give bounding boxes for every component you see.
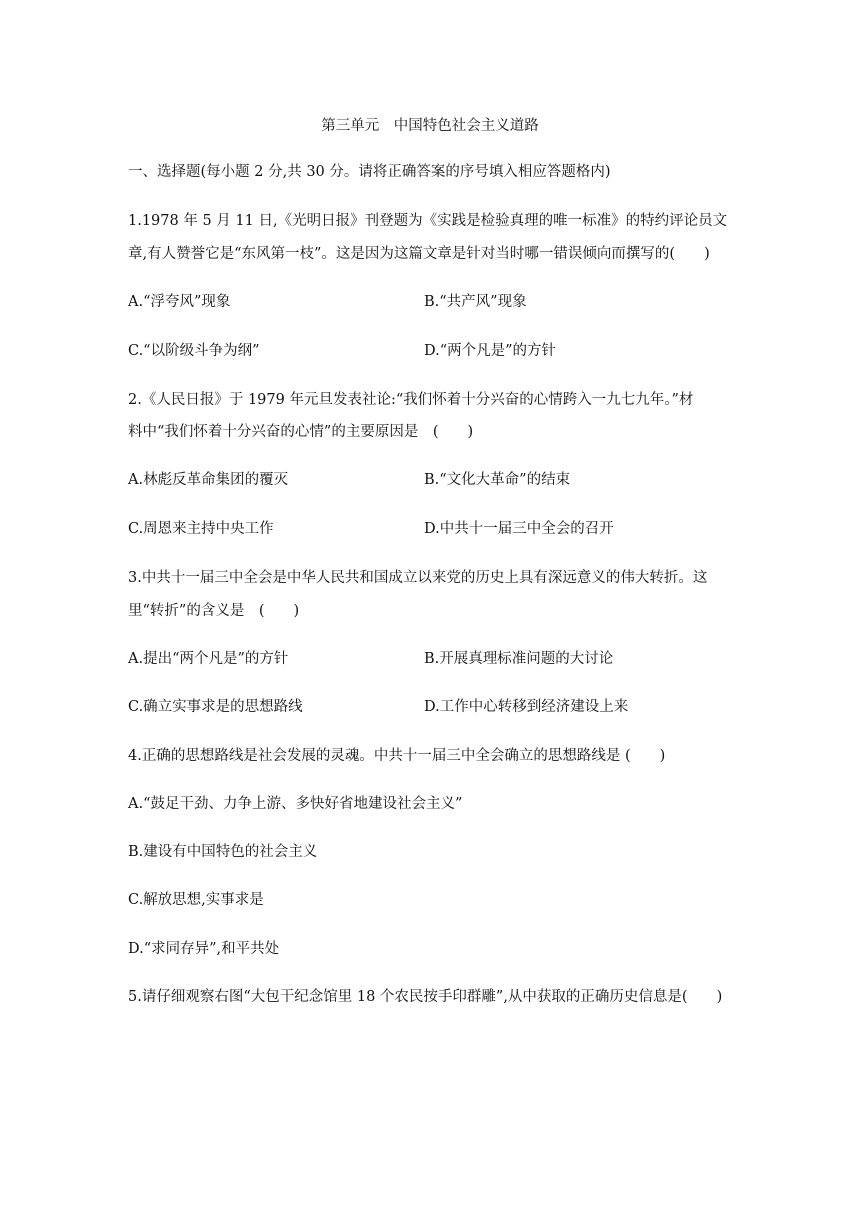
page-title: 第三单元 中国特色社会主义道路 — [321, 118, 539, 134]
question-stem-line: 1.1978 年 5 月 11 日,《光明日报》刊登题为《实践是检验真理的唯一标准》的特约评论员文 — [128, 213, 728, 229]
option-c: C.解放思想,实事求是 — [128, 892, 264, 908]
option-b: B.“文化大革命”的结束 — [424, 472, 571, 488]
option-a: A.“鼓足干劲、力争上游、多快好省地建设社会主义” — [128, 796, 463, 812]
option-b: B.“共产风”现象 — [424, 294, 527, 310]
question-stem-line: 章,有人赞誉它是“东风第一枝”。这是因为这篇文章是针对当时哪一错误倾向而撰写的( ) — [128, 246, 710, 262]
option-b: B.开展真理标准问题的大讨论 — [424, 651, 614, 667]
option-d: D.工作中心转移到经济建设上来 — [424, 699, 629, 715]
option-a: A.“浮夸风”现象 — [128, 294, 231, 310]
question-stem-line: 4.正确的思想路线是社会发展的灵魂。中共十一届三中全会确立的思想路线是 ( ) — [128, 748, 666, 764]
option-b: B.建设有中国特色的社会主义 — [128, 844, 318, 860]
option-a: A.提出“两个凡是”的方针 — [128, 651, 289, 667]
question-stem-line: 3.中共十一届三中全会是中华人民共和国成立以来党的历史上具有深远意义的伟大转折。这 — [128, 570, 708, 586]
option-c: C.“以阶级斗争为纲” — [128, 343, 260, 359]
question-stem-line: 5.请仔细观察右图“大包干纪念馆里 18 个农民按手印群雕”,从中获取的正确历史信息是( ) — [128, 989, 723, 1005]
question-stem-line: 料中“我们怀着十分兴奋的心情”的主要原因是 ( ) — [128, 424, 474, 440]
option-c: C.确立实事求是的思想路线 — [128, 699, 303, 715]
option-a: A.林彪反革命集团的覆灭 — [128, 472, 289, 488]
section-heading: 一、选择题(每小题 2 分,共 30 分。请将正确答案的序号填入相应答题格内) — [128, 164, 611, 180]
option-d: D.中共十一届三中全会的召开 — [424, 521, 614, 537]
option-d: D.“两个凡是”的方针 — [424, 343, 557, 359]
question-stem-line: 2.《人民日报》于 1979 年元旦发表社论:“我们怀着十分兴奋的心情跨入一九七九年。”材 — [128, 392, 694, 408]
question-stem-line: 里“转折”的含义是 ( ) — [128, 603, 300, 619]
option-c: C.周恩来主持中央工作 — [128, 521, 274, 537]
option-d: D.“求同存异”,和平共处 — [128, 941, 280, 957]
